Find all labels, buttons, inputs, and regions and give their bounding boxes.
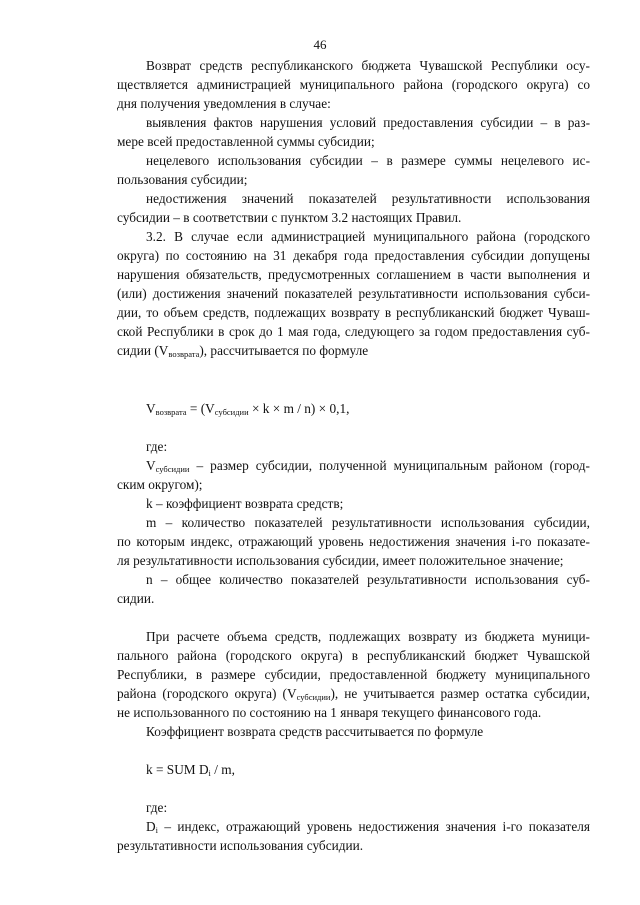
- paragraph-balance-note: пального района (городского округа) в республиканский бюджет Чувашской: [117, 648, 590, 663]
- paragraph-balance-note: При расчете объема средств, подлежащих возврату из бюджета муници-: [146, 629, 590, 644]
- paragraph-case-underachievement: субсидии – в соответствии с пунктом 3.2 настоящих Правил.: [117, 210, 462, 225]
- paragraph-return-funds: дня получения уведомления в случае:: [117, 96, 331, 111]
- definition-v-subsidy: $V_{субсидии}$ – размер субсидии, полученной муниципальным районом (город-: [146, 458, 590, 474]
- paragraph-section-3-2: нарушения обязательств, предусмотренных соглашением в части выполнения и: [117, 267, 590, 282]
- definition-m: m – количество показателей результативности использования субсидии,: [146, 515, 590, 530]
- paragraph-section-3-2: сидии $(V_{возврата})$, рассчитывается по формуле: [117, 343, 369, 359]
- paragraph-case-underachievement: недостижения значений показателей результативности использования: [146, 191, 590, 206]
- definition-d-i: $D_i$ – индекс, отражающий уровень недостижения значения i-го показателя: [146, 819, 590, 835]
- definition-n: n – общее количество показателей результативности использования суб-: [146, 572, 590, 587]
- paragraph-coefficient-intro: Коэффициент возврата средств рассчитывается по формуле: [146, 724, 484, 739]
- definition-m: ля результативности использования субсидии, имеет положительное значение;: [117, 553, 564, 568]
- paragraph-balance-note: Республики, в размере субсидии, предоставленной бюджету муниципального: [117, 667, 590, 682]
- definition-m: по которым индекс, отражающий уровень недостижения значения i-го показате-: [117, 534, 590, 549]
- paragraph-balance-note: не использованного по состоянию на 1 января текущего финансового года.: [117, 705, 542, 720]
- definition-n: сидии.: [117, 591, 155, 606]
- paragraph-return-funds: ществляется администрацией муниципального района (городского округа) со: [117, 77, 590, 92]
- formula-return-volume: $V_{возврата} = (V_{субсидии} \times k \times m / n) \times 0,1$,: [146, 401, 350, 417]
- paragraph-case-misuse: пользования субсидии;: [117, 172, 248, 187]
- paragraph-section-3-2: дии, то объем средств, подлежащих возврату в республиканский бюджет Чуваш-: [117, 305, 590, 320]
- paragraph-case-misuse: нецелевого использования субсидии – в размере суммы нецелевого ис-: [146, 153, 590, 168]
- definition-v-subsidy: ским округом);: [117, 477, 203, 492]
- paragraph-section-3-2: округа) по состоянию на 31 декабря года предоставления субсидии допущены: [117, 248, 590, 263]
- paragraph-section-3-2: (или) достижения значений показателей результативности использования субси-: [117, 286, 590, 301]
- definition-k: k – коэффициент возврата средств;: [146, 496, 344, 511]
- paragraph-return-funds: Возврат средств республиканского бюджета Чувашской Республики осу-: [146, 58, 590, 73]
- paragraph-case-violation: выявления фактов нарушения условий предоставления субсидии – в раз-: [146, 115, 590, 130]
- paragraph-balance-note: района (городского округа) $(V_{субсидии})$, не учитывается размер остатка субсидии,: [117, 686, 590, 702]
- paragraph-case-violation: мере всей предоставленной суммы субсидии;: [117, 134, 375, 149]
- paragraph-section-3-2: 3.2. В случае если администрацией муниципального района (городского: [146, 229, 590, 244]
- page-number: 46: [313, 37, 327, 52]
- where-label-2: где:: [146, 800, 168, 815]
- definition-d-i: результативности использования субсидии.: [117, 838, 364, 853]
- paragraph-section-3-2: ской Республики в срок до 1 мая года, следующего за годом предоставления суб-: [117, 324, 590, 339]
- formula-coefficient: k = SUM $D_i$ / m,: [146, 762, 235, 778]
- where-label: где:: [146, 439, 168, 454]
